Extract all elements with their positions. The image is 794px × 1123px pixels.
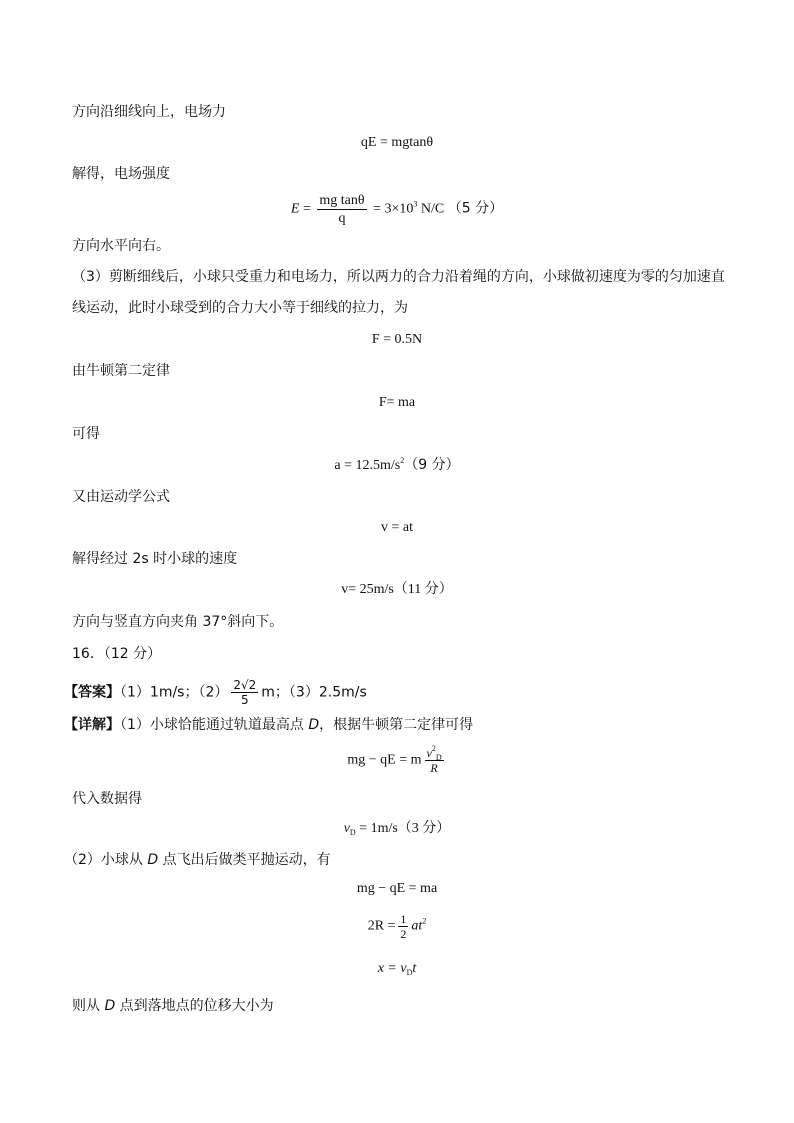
equation-net-force: F = 0.5N bbox=[371, 332, 423, 347]
equation-electric-force: qE = mgtanθ bbox=[360, 135, 434, 150]
text-line: 又由运动学公式 bbox=[72, 489, 170, 505]
equation-field-strength: E = $\frac{\text{mg tanθ}}{q}$ = $3\times 10^3$ N/C （5 分） bbox=[290, 193, 504, 226]
equation-acceleration: $a = 12.5m/s^2(9$ 分） bbox=[334, 456, 460, 473]
equation-kinematics: v = at bbox=[381, 520, 413, 535]
text-line: 则从 D 点到落地点的位移大小为 bbox=[72, 998, 274, 1014]
text-line: 方向水平向右。 bbox=[72, 238, 170, 254]
text-line: 解得经过 2s 时小球的速度 bbox=[72, 551, 238, 567]
equation-vertical-drop: 2R = $\frac{1}{2}$ $at^2$ bbox=[367, 912, 427, 941]
question-number: 16．（12 分） bbox=[72, 646, 162, 662]
equation-top-point: mg − qE = m $\frac{v^2_D}{R}$ bbox=[347, 744, 442, 775]
text-line: 线运动，此时小球受到的合力大小等于细线的拉力，为 bbox=[72, 300, 408, 316]
equation-top-velocity: $v_D = 1m/s(3$ 分） bbox=[343, 821, 451, 837]
equation-newton-second: F= ma bbox=[378, 395, 416, 410]
equation-horizontal: $x = v_Dt$ bbox=[377, 961, 417, 977]
text-line: 可得 bbox=[72, 426, 100, 442]
text-line: 方向沿细线向上，电场力 bbox=[72, 104, 226, 120]
equation-velocity: v= 25m/s（11 分） bbox=[341, 582, 453, 597]
detail-tag: 【详解】 bbox=[64, 717, 120, 733]
fraction: $\frac{2√2}{5}$ bbox=[233, 678, 257, 707]
equation-projectile-accel: mg − qE = ma bbox=[356, 881, 438, 896]
text-line: （3）剪断细线后，小球只受重力和电场力，所以两力的合力沿着绳的方向，小球做初速度为零的匀加速直 bbox=[72, 269, 725, 285]
detail-line: 【详解】（1）小球恰能通过轨道最高点 D，根据牛顿第二定律可得 bbox=[64, 717, 474, 733]
text-line: （2）小球从 D 点飞出后做类平抛运动，有 bbox=[64, 852, 331, 868]
fraction: $\frac{1}{2}$ bbox=[400, 912, 407, 941]
text-line: 方向与竖直方向夹角 37°斜向下。 bbox=[72, 614, 284, 630]
text-line: 由牛顿第二定律 bbox=[72, 363, 170, 379]
text-line: 解得，电场强度 bbox=[72, 166, 170, 182]
fraction: $\frac{\text{mg tanθ}}{q}$ bbox=[319, 193, 365, 226]
text-line: 代入数据得 bbox=[72, 791, 142, 807]
fraction: $\frac{v^2_D}{R}$ bbox=[426, 744, 442, 775]
answer-tag: 【答案】 bbox=[64, 684, 120, 701]
answer-line: 【答案】（1）1m/s；（2） $\frac{2√2}{5}$ m；（3）2.5m/s bbox=[64, 678, 367, 707]
